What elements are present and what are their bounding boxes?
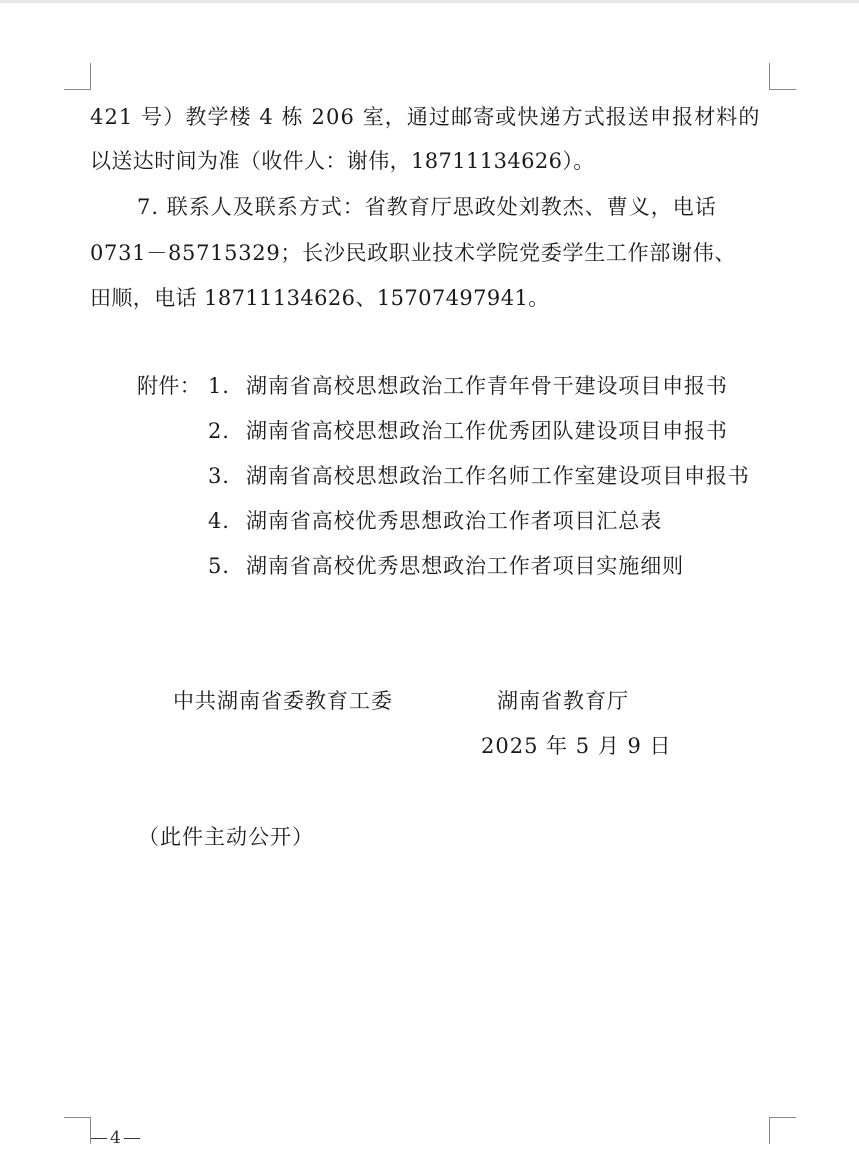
attachment-title: 湖南省高校优秀思想政治工作者项目汇总表: [246, 509, 663, 533]
attachment-item: [208, 552, 684, 580]
attachment-number: 5.: [208, 554, 230, 578]
issuer-name-1: 中共湖南省委教育工委: [173, 689, 393, 713]
contact-paragraph-line-3: 田顺，电话 18711134626、15707497941。: [90, 286, 550, 310]
crop-mark-top-left: [64, 63, 91, 90]
issue-date: 2025 年 5 月 9 日: [481, 734, 672, 758]
attachment-item: [208, 372, 728, 400]
attachment-number: 2.: [208, 419, 230, 443]
attachments-label: 附件：: [137, 374, 202, 398]
attachment-title: 湖南省高校思想政治工作青年骨干建设项目申报书: [246, 374, 728, 398]
attachment-item: [208, 417, 728, 445]
page-number-value: 4: [110, 1128, 121, 1148]
attachment-number: 1.: [208, 374, 230, 398]
contact-paragraph-line-2: 0731－85715329；长沙民政职业技术学院党委学生工作部谢伟、: [90, 241, 737, 265]
attachment-number: 4.: [208, 509, 230, 533]
public-disclosure-note: （此件主动公开）: [138, 825, 314, 849]
crop-mark-top-right: [769, 63, 796, 90]
issuer-name-2: 湖南省教育厅: [497, 689, 629, 713]
attachment-number: 3.: [208, 464, 230, 488]
page-top-edge: [0, 0, 859, 3]
body-line-1: 421 号）教学楼 4 栋 206 室，通过邮寄或快递方式报送申报材料的: [90, 105, 761, 129]
crop-mark-bottom-left: [64, 1117, 91, 1144]
contact-paragraph-line-1: 7. 联系人及联系方式：省教育厅思政处刘教杰、曹义，电话: [137, 195, 717, 219]
page-number-dash-left: [91, 1138, 107, 1139]
page-number-dash-right: [124, 1138, 140, 1139]
attachment-item: [208, 462, 750, 490]
attachment-item: [208, 507, 662, 535]
page-number: [88, 1128, 143, 1148]
body-line-2: 以送达时间为准（收件人：谢伟，18711134626）。: [90, 149, 595, 173]
attachment-title: 湖南省高校思想政治工作名师工作室建设项目申报书: [246, 464, 750, 488]
attachment-title: 湖南省高校思想政治工作优秀团队建设项目申报书: [246, 419, 728, 443]
crop-mark-bottom-right: [769, 1117, 796, 1144]
attachment-title: 湖南省高校优秀思想政治工作者项目实施细则: [246, 554, 684, 578]
